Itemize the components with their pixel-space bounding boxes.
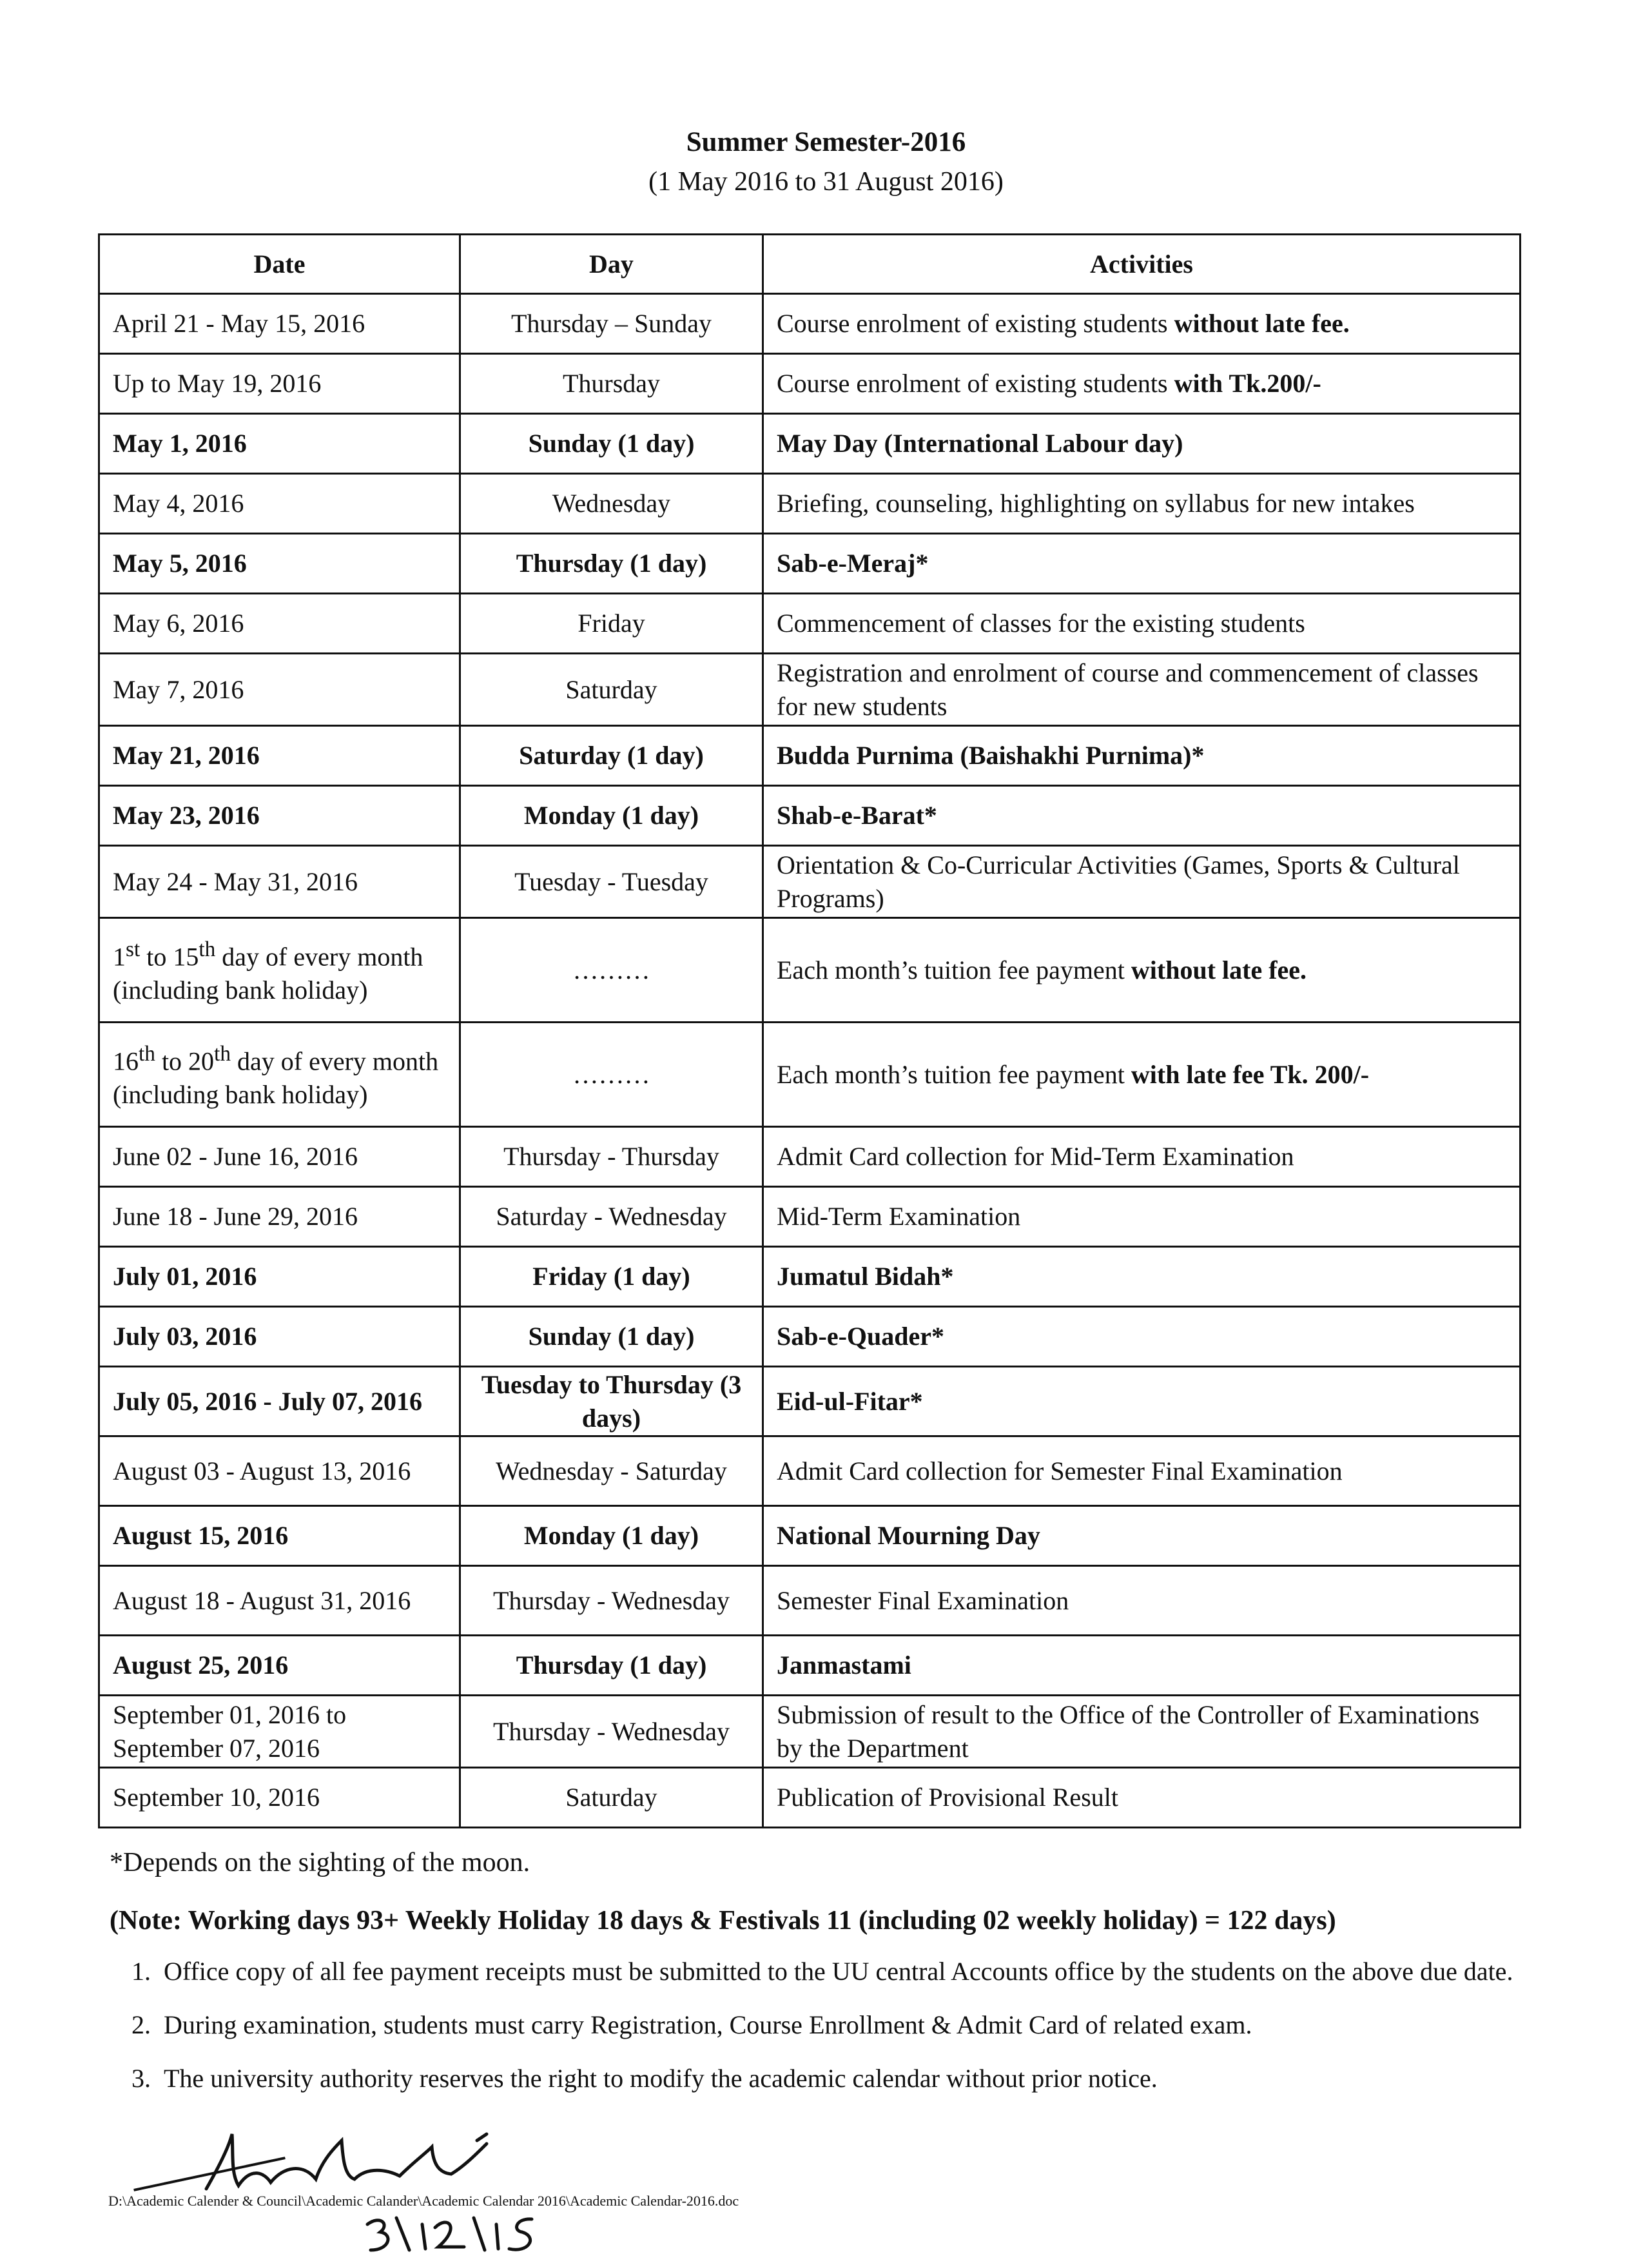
date-cell: August 18 - August 31, 2016	[99, 1566, 460, 1636]
activity-cell: Submission of result to the Office of the Controller of Examinations by the Department	[763, 1696, 1521, 1768]
table-row	[99, 1436, 1521, 1506]
table-row	[99, 654, 1521, 726]
date-cell: May 6, 2016	[99, 594, 460, 654]
date-cell: June 02 - June 16, 2016	[99, 1127, 460, 1187]
day-cell: Monday (1 day)	[460, 786, 763, 846]
activity-cell: Shab-e-Barat*	[763, 786, 1521, 846]
day-cell: Thursday (1 day)	[460, 534, 763, 594]
day-cell: Thursday – Sunday	[460, 294, 763, 354]
date-text: day of every month (including bank holiday)	[113, 942, 423, 1005]
date-cell: August 25, 2016	[99, 1636, 460, 1696]
page-subtitle: (1 May 2016 to 31 August 2016)	[648, 167, 1004, 197]
date-cell: September 10, 2016	[99, 1768, 460, 1828]
date-cell: July 05, 2016 - July 07, 2016	[99, 1367, 460, 1436]
day-cell: Monday (1 day)	[460, 1506, 763, 1566]
table-row	[99, 1566, 1521, 1636]
activity-cell: Sab-e-Meraj*	[763, 534, 1521, 594]
activity-cell: Publication of Provisional Result	[763, 1768, 1521, 1828]
handwritten-signature	[193, 2128, 503, 2199]
day-cell: Saturday	[460, 654, 763, 726]
activity-cell: Eid-ul-Fitar*	[763, 1367, 1521, 1436]
date-cell: April 21 - May 15, 2016	[99, 294, 460, 354]
activity-bold-text: without late fee.	[1131, 955, 1307, 985]
activity-text: Course enrolment of existing students	[777, 309, 1174, 338]
date-cell: Up to May 19, 2016	[99, 354, 460, 414]
date-cell: July 01, 2016	[99, 1247, 460, 1307]
list-item: 3. The university authority reserves the right to modify the academic calendar without prior notice.	[157, 2061, 1528, 2095]
date-cell: May 1, 2016	[99, 414, 460, 474]
date-cell: July 03, 2016	[99, 1307, 460, 1367]
activity-text: Each month’s tuition fee payment	[777, 1059, 1131, 1089]
date-cell: May 23, 2016	[99, 786, 460, 846]
working-days-note: (Note: Working days 93+ Weekly Holiday 18 days & Festivals 11 (including 02 weekly holiday) = 122 days)	[110, 1906, 1336, 1935]
day-cell: Thursday - Wednesday	[460, 1566, 763, 1636]
ordinal-suffix: th	[139, 1041, 155, 1066]
activity-text: Each month’s tuition fee payment	[777, 955, 1131, 985]
page-title: Summer Semester-2016	[686, 127, 966, 157]
table-row	[99, 726, 1521, 786]
table-row	[99, 1307, 1521, 1367]
date-cell	[99, 1023, 460, 1127]
activity-cell: Registration and enrolment of course and commencement of classes for new students	[763, 654, 1521, 726]
day-cell: Saturday (1 day)	[460, 726, 763, 786]
activity-cell: Janmastami	[763, 1636, 1521, 1696]
day-cell: Saturday - Wednesday	[460, 1187, 763, 1247]
date-text: 16	[113, 1046, 139, 1076]
day-cell: Thursday (1 day)	[460, 1636, 763, 1696]
activity-text: Orientation & Co-Curricular Activities (Games, Sports & Cultural Programs)	[777, 850, 1460, 913]
table-row	[99, 1023, 1521, 1127]
activity-text: Course enrolment of existing students	[777, 369, 1174, 398]
ordinal-suffix: st	[126, 937, 141, 961]
table-row	[99, 1768, 1521, 1828]
table-row	[99, 294, 1521, 354]
table-row	[99, 1367, 1521, 1436]
activity-cell: Jumatul Bidah*	[763, 1247, 1521, 1307]
table-row	[99, 414, 1521, 474]
table-row	[99, 594, 1521, 654]
date-cell	[99, 918, 460, 1023]
table-row	[99, 354, 1521, 414]
date-cell: May 24 - May 31, 2016	[99, 846, 460, 918]
day-cell: Thursday - Wednesday	[460, 1696, 763, 1768]
moon-sighting-note: *Depends on the sighting of the moon.	[110, 1848, 530, 1877]
day-cell: Thursday - Thursday	[460, 1127, 763, 1187]
day-cell: Saturday	[460, 1768, 763, 1828]
handwritten-date	[361, 2211, 541, 2257]
table-row	[99, 1187, 1521, 1247]
activity-cell: National Mourning Day	[763, 1506, 1521, 1566]
column-header-activities: Activities	[763, 235, 1521, 294]
rules-list	[110, 1954, 1528, 2095]
day-cell: ………	[460, 1023, 763, 1127]
table-row	[99, 1247, 1521, 1307]
activity-cell: Admit Card collection for Semester Final Examination	[763, 1436, 1521, 1506]
activity-bold-text: with late fee Tk. 200/-	[1131, 1059, 1370, 1089]
table-row	[99, 918, 1521, 1023]
file-path-footer: D:\Academic Calender & Council\Academic Calander\Academic Calendar 2016\Academic Calendar-2016.doc	[108, 2193, 739, 2209]
day-cell: Sunday (1 day)	[460, 1307, 763, 1367]
day-cell: Friday	[460, 594, 763, 654]
activity-cell: Budda Purnima (Baishakhi Purnima)*	[763, 726, 1521, 786]
activity-cell	[763, 846, 1521, 918]
activity-cell: Briefing, counseling, highlighting on syllabus for new intakes	[763, 474, 1521, 534]
day-cell: Thursday	[460, 354, 763, 414]
date-cell: June 18 - June 29, 2016	[99, 1187, 460, 1247]
activity-bold-text: with Tk.200/-	[1174, 369, 1321, 398]
date-text: to 15	[140, 942, 199, 972]
date-cell: May 7, 2016	[99, 654, 460, 726]
ordinal-suffix: th	[214, 1041, 231, 1066]
day-cell: Tuesday - Tuesday	[460, 846, 763, 918]
day-cell: Friday (1 day)	[460, 1247, 763, 1307]
table-row	[99, 534, 1521, 594]
date-text: day of every month (including bank holiday)	[113, 1046, 439, 1110]
activity-cell	[763, 1023, 1521, 1127]
activity-cell: Mid-Term Examination	[763, 1187, 1521, 1247]
activity-cell: Sab-e-Quader*	[763, 1307, 1521, 1367]
activity-cell: Admit Card collection for Mid-Term Examination	[763, 1127, 1521, 1187]
column-header-date: Date	[99, 235, 460, 294]
table-row	[99, 786, 1521, 846]
table-row	[99, 846, 1521, 918]
list-item: 1. Office copy of all fee payment receipts must be submitted to the UU central Accounts office by the students on the above due date.	[157, 1954, 1528, 1988]
activity-cell: May Day (International Labour day)	[763, 414, 1521, 474]
day-cell: Sunday (1 day)	[460, 414, 763, 474]
activity-cell	[763, 294, 1521, 354]
date-cell: May 21, 2016	[99, 726, 460, 786]
table-row	[99, 1506, 1521, 1566]
date-text: 1	[113, 942, 126, 972]
date-cell: August 03 - August 13, 2016	[99, 1436, 460, 1506]
date-text: to 20	[155, 1046, 215, 1076]
list-item: 2. During examination, students must carry Registration, Course Enrollment & Admit Card of related exam.	[157, 2008, 1528, 2042]
date-cell: May 5, 2016	[99, 534, 460, 594]
table-header-row	[99, 235, 1521, 294]
activity-cell: Semester Final Examination	[763, 1566, 1521, 1636]
academic-calendar-table	[98, 233, 1521, 1828]
day-cell: Tuesday to Thursday (3 days)	[460, 1367, 763, 1436]
date-cell: May 4, 2016	[99, 474, 460, 534]
activity-bold-text: without late fee.	[1174, 309, 1350, 338]
date-cell: September 01, 2016 to September 07, 2016	[99, 1696, 460, 1768]
table-row	[99, 1127, 1521, 1187]
activity-cell: Commencement of classes for the existing students	[763, 594, 1521, 654]
activity-cell	[763, 354, 1521, 414]
table-row	[99, 474, 1521, 534]
date-cell: August 15, 2016	[99, 1506, 460, 1566]
table-row	[99, 1636, 1521, 1696]
day-cell: Wednesday - Saturday	[460, 1436, 763, 1506]
activity-cell	[763, 918, 1521, 1023]
column-header-day: Day	[460, 235, 763, 294]
day-cell: Wednesday	[460, 474, 763, 534]
day-cell: ………	[460, 918, 763, 1023]
notes-section	[110, 1847, 1528, 2115]
ordinal-suffix: th	[199, 937, 216, 961]
table-row	[99, 1696, 1521, 1768]
